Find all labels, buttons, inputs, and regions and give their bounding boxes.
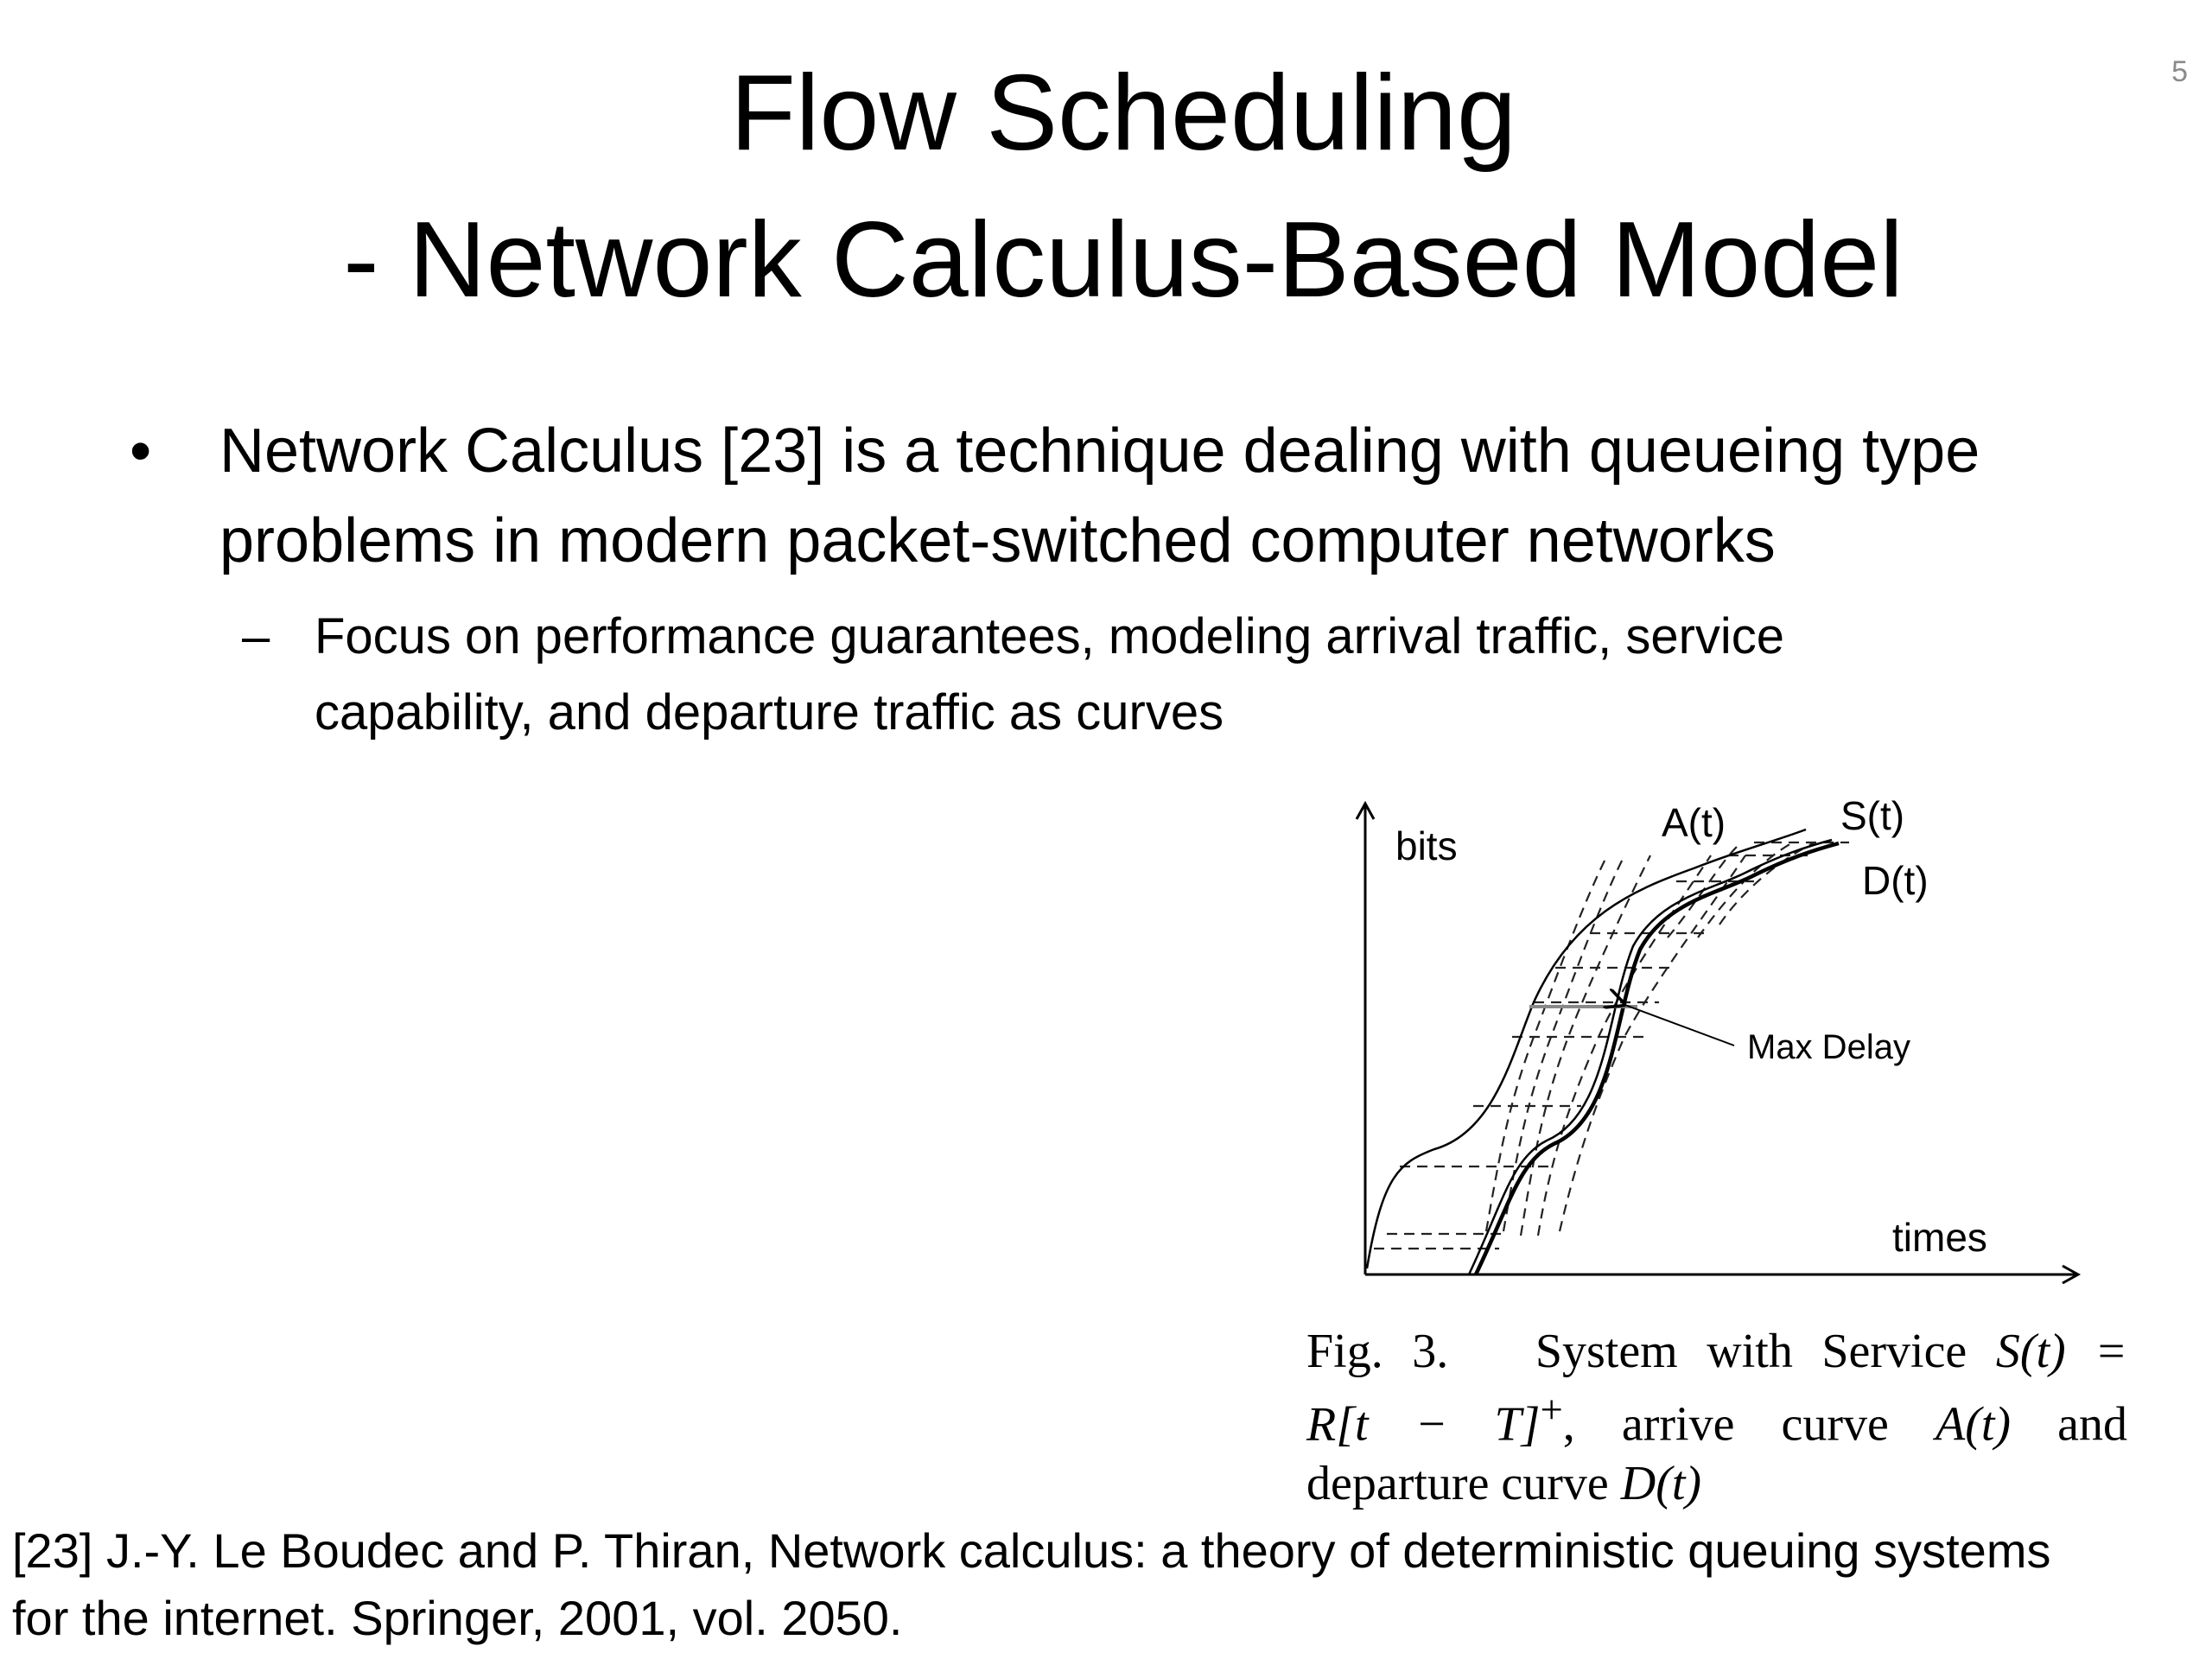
sub-bullet-text-line-1: Focus on performance guarantees, modeling arrival traffic, service xyxy=(315,608,1785,664)
caption-line-1 xyxy=(1306,1322,2127,1381)
slide-number: 5 xyxy=(2171,55,2188,88)
caption-text-2: , arrive curve xyxy=(1562,1397,1889,1452)
sub-bullet-text xyxy=(315,599,2164,751)
caption-math-s: S(t) = xyxy=(1995,1325,2127,1378)
slide-title xyxy=(173,40,2074,334)
caption-line-3 xyxy=(1306,1454,2127,1513)
service-curve-label: S(t) xyxy=(1840,793,1905,838)
departure-curve-label: D(t) xyxy=(1862,858,1929,903)
caption-line-2 xyxy=(1306,1381,2127,1454)
sub-bullet-text-line-2: capability, and departure traffic as curves xyxy=(315,684,1224,741)
caption-math-a: A(t) xyxy=(1935,1397,2012,1452)
caption-math-d: D(t) xyxy=(1620,1456,1702,1510)
max-delay-label: Max Delay xyxy=(1747,1028,1910,1066)
figure-caption xyxy=(1306,1322,2127,1513)
reference-line-2: for the internet. Springer, 2001, vol. 2050. xyxy=(12,1591,903,1645)
max-delay-pointer xyxy=(1623,1004,1734,1046)
caption-text-4: departure curve xyxy=(1306,1456,1609,1510)
x-axis-label: times xyxy=(1892,1215,1987,1260)
reference-line-1: [23] J.-Y. Le Boudec and P. Thiran, Network calculus: a theory of deterministic queuing systems xyxy=(12,1523,2051,1578)
caption-text-1: System with Service xyxy=(1535,1325,1967,1378)
reference xyxy=(12,1517,2198,1652)
sub-bullet-marker: – xyxy=(242,608,270,664)
caption-text-3: and xyxy=(2057,1397,2127,1452)
bullet-text xyxy=(219,406,2198,586)
title-line-1: Flow Scheduling xyxy=(730,54,1516,173)
bullet-text-line-2: problems in modern packet-switched computer networks xyxy=(219,506,1776,575)
caption-math-plus: + xyxy=(1540,1388,1563,1433)
arrival-curve xyxy=(1367,830,1806,1268)
caption-fig-prefix: Fig. 3. xyxy=(1306,1325,1449,1378)
arrival-curve-label: A(t) xyxy=(1662,800,1726,845)
network-calculus-figure xyxy=(1348,795,2091,1279)
title-line-2: - Network Calculus-Based Model xyxy=(343,200,1904,320)
network-calculus-diagram xyxy=(1348,795,2091,1279)
bullet-text-line-1: Network Calculus [23] is a technique dealing with queueing type xyxy=(219,416,1980,486)
bullet-marker: • xyxy=(130,416,152,486)
caption-math-r: R[t − T] xyxy=(1306,1397,1541,1452)
y-axis-label: bits xyxy=(1395,823,1458,868)
